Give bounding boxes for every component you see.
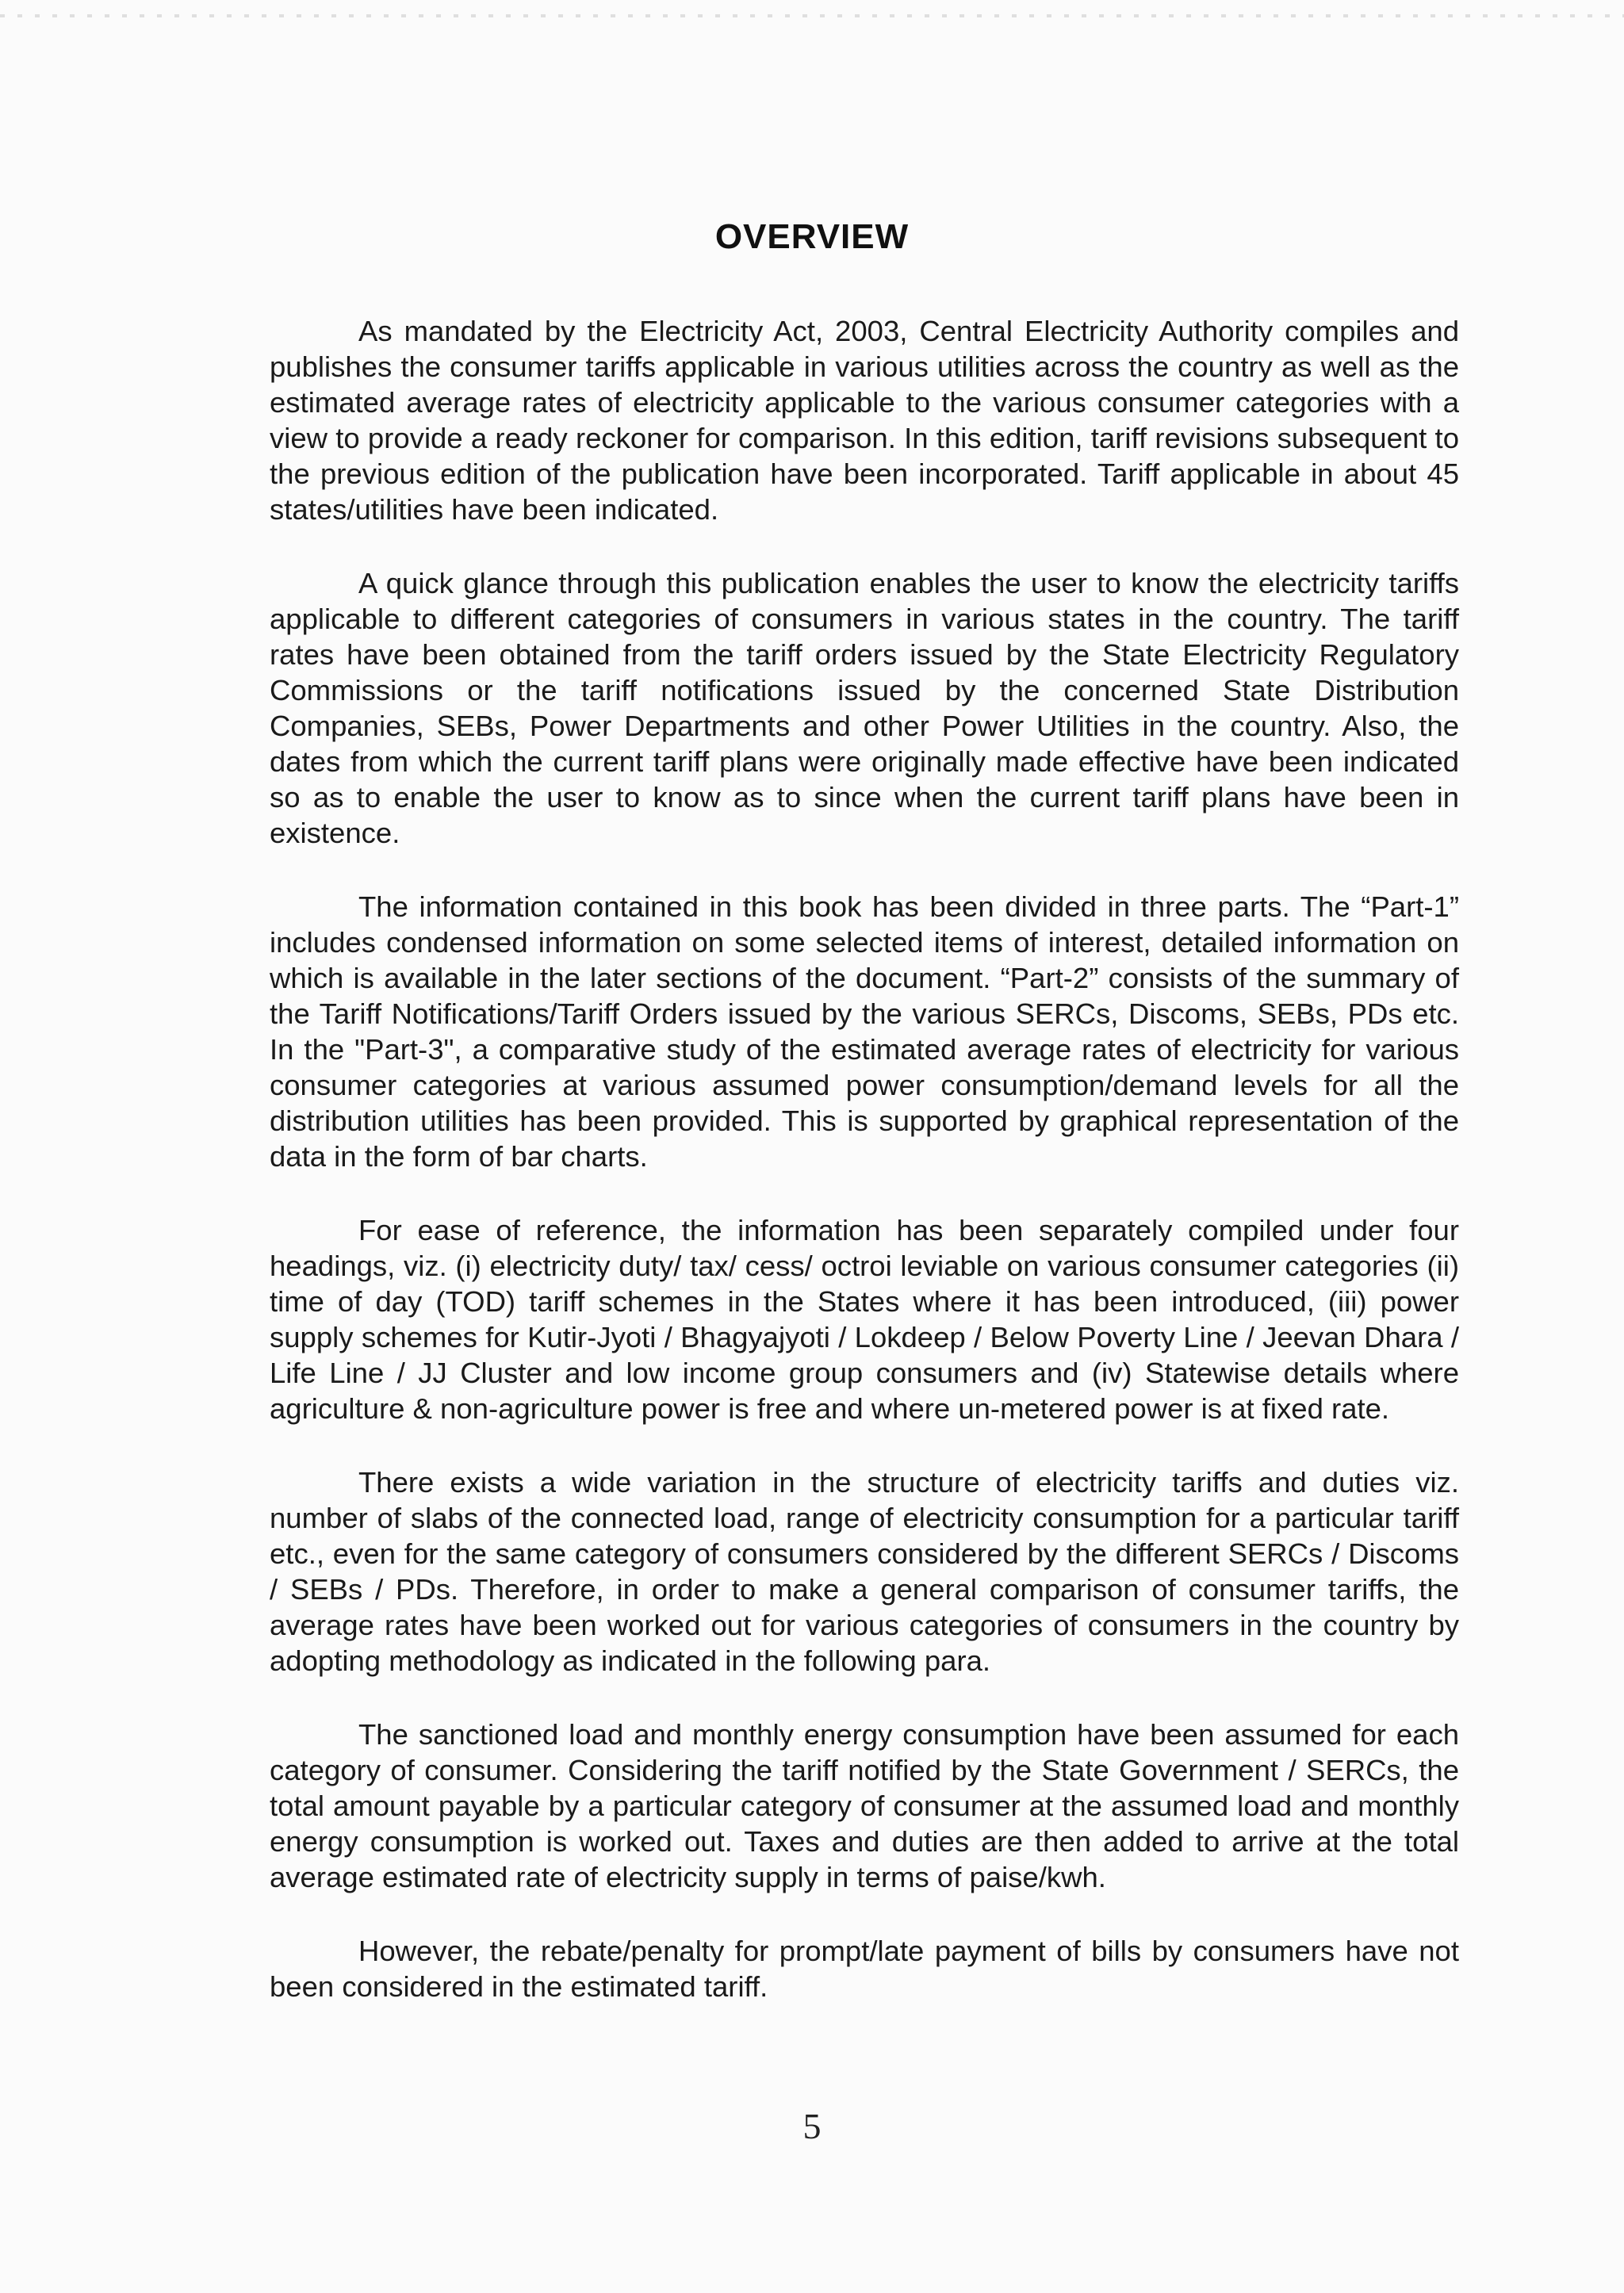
scan-edge-artifact: [0, 14, 1624, 17]
paragraph-3: The information contained in this book has been divided in three parts. The “Part-1” includes condensed information on some selected items of interest, detailed information on which is available in the later sections of the document. “Part-2” consists of the summary of the Tariff Notifications/Tariff Orders issued by the various SERCs, Discoms, SEBs, PDs etc. In the "Part-3", a comparative study of the estimated average rates of electricity for various consumer categories at various assumed power consumption/demand levels for all the distribution utilities has been provided. This is supported by graphical representation of the data in the form of bar charts.: [270, 890, 1459, 1173]
paragraph-5: There exists a wide variation in the structure of electricity tariffs and duties viz. number of slabs of the connected load, range of electricity consumption for a particular tariff etc., even for the same category of consumers considered by the different SERCs / Discoms / SEBs / PDs. Therefore, in order to make a general comparison of consumer tariffs, the average rates have been worked out for various categories of consumers in the country by adopting methodology as indicated in the following para.: [270, 1466, 1459, 1677]
paragraph-7: However, the rebate/penalty for prompt/late payment of bills by consumers have not been considered in the estimated tariff.: [270, 1935, 1459, 2003]
body-text: [270, 313, 1459, 2042]
page-title: OVERVIEW: [714, 217, 910, 257]
page-number: 5: [802, 2106, 822, 2146]
paragraph-4: For ease of reference, the information has been separately compiled under four headings, viz. (i) electricity duty/ tax/ cess/ octroi leviable on various consumer categories (ii) time of day (TOD) tariff schemes in the States where it has been introduced, (iii) power supply schemes for Kutir-Jyoti / Bhagyajyoti / Lokdeep / Below Poverty Line / Jeevan Dhara / Life Line / JJ Cluster and low income group consumers and (iv) Statewise details where agriculture & non-agriculture power is free and where un-metered power is at fixed rate.: [270, 1214, 1459, 1425]
paragraph-6: The sanctioned load and monthly energy consumption have been assumed for each category of consumer. Considering the tariff notified by the State Government / SERCs, the total amount payable by a particular category of consumer at the assumed load and monthly energy consumption is worked out. Taxes and duties are then added to arrive at the total average estimated rate of electricity supply in terms of paise/kwh.: [270, 1718, 1459, 1893]
paragraph-2: A quick glance through this publication enables the user to know the electricity tariffs applicable to different categories of consumers in various states in the country. The tariff rates have been obtained from the tariff orders issued by the State Electricity Regulatory Commissions or the tariff notifications issued by the concerned State Distribution Companies, SEBs, Power Departments and other Power Utilities in the country. Also, the dates from which the current tariff plans were originally made effective have been indicated so as to enable the user to know as to since when the current tariff plans have been in existence.: [270, 567, 1459, 849]
paragraph-1: As mandated by the Electricity Act, 2003, Central Electricity Authority compiles and publishes the consumer tariffs applicable in various utilities across the country as well as the estimated average rates of electricity applicable to the various consumer categories with a view to provide a ready reckoner for comparison. In this edition, tariff revisions subsequent to the previous edition of the publication have been incorporated. Tariff applicable in about 45 states/utilities have been indicated.: [270, 315, 1459, 526]
